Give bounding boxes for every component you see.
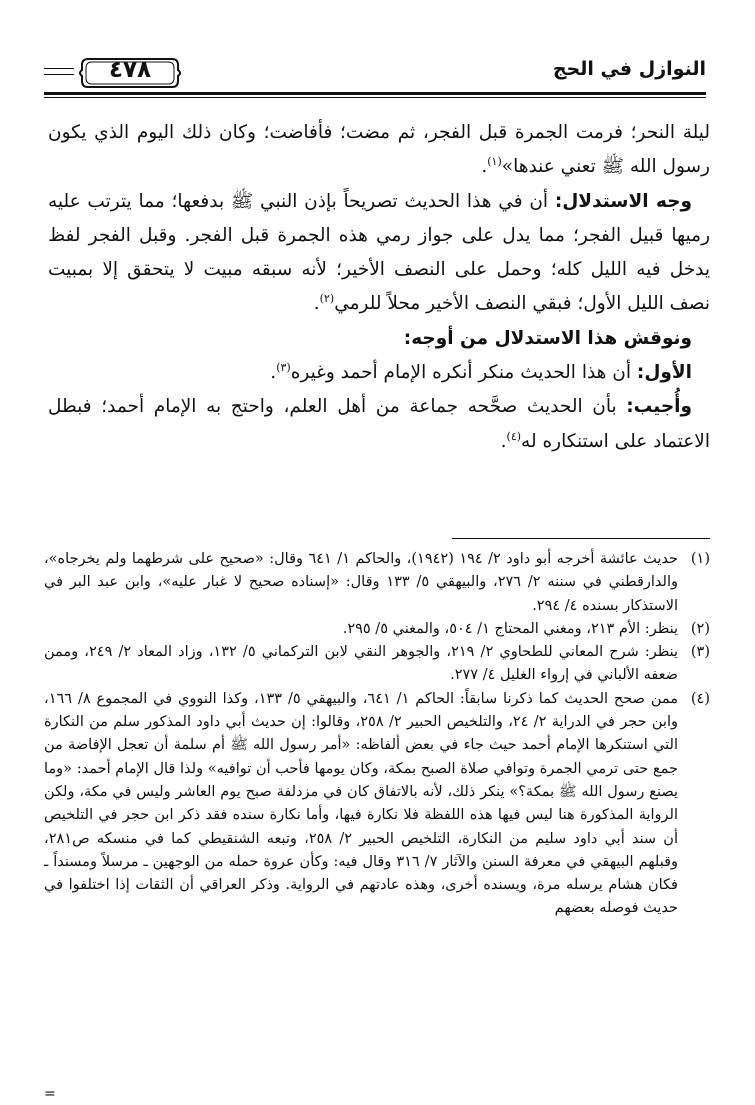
footnote-text: ينظر: شرح المعاني للطحاوي ٢/ ٢١٩، والجوهر النقي لابن التركماني ٥/ ١٣٢، وزاد المعاد ٢/ ٢٤٩، وممن ضعفه الألباني في إرواء الغليل ٤/ ٢٧٧. bbox=[44, 644, 679, 684]
footnote-text: ممن صحح الحديث كما ذكرنا سابقاً: الحاكم ١/ ٦٤١، والبيهقي ٥/ ١٣٣، وكذا النووي في المجموع ٨/ ١٦٦، وابن حجر في الدراية ٢/ ٢٤، والتلخيص الحبير ٢/ ٢٥٨، وقالوا: إن حديث أبي داود المذكور سلم من النكارة التي استنكرها الإمام أحمد حيث جاء في بعض ألفاظه: «أمر رسول الله ﷺ أم سلمة أن تعجل الإفاضة من جمع حتى ترمي الجمرة وتوافي صلاة الصبح بمكة، وكان يومها فأحب أن توافيه» ولذا قال الإمام أحمد: «وما يصنع رسول الله ﷺ بمكة؟» ينكر ذلك، لأنه بالاتفاق كان في مزدلفة صبح يوم العاشر وليس في مكة، ولكن الرواية المذكورة هنا ليس فيها هذه اللفظة فلا نكارة فيها، وأما نكارة سنده فقد ذكر ابن حجر في التلخيص أن سند أبي داود سليم من النكارة، التلخيص الحبير ٢/ ٢٥٨، وتبعه الشنقيطي كما في منسكه ص٢٨١، وقبلهم البيهقي في معرفة السنن والآثار ٧/ ٣١٦ وقال فيه: وكأن عروة حمله من الوجهين ـ مرسلاً ومسنداً ـ فكان هشام يرسله مرة، ويسنده أخرى، وهذه عادتهم في الرواية. وذكر العراقي أن الثقات إذا اختلفوا في حديث فوصله بعضهم bbox=[44, 690, 679, 917]
footnote-item bbox=[44, 688, 710, 921]
footnote-ref: (١) bbox=[487, 155, 502, 169]
section-heading: ونوقش هذا الاستدلال من أوجه: bbox=[403, 327, 692, 349]
page-number: ٤٧٨ bbox=[108, 57, 152, 83]
main-text bbox=[48, 116, 710, 459]
header-left-rule bbox=[44, 74, 74, 75]
header-rule-thin bbox=[44, 97, 706, 98]
paragraph: وأُجيب: بأن الحديث صحَّحه جماعة من أهل العلم، واحتج به الإمام أحمد؛ فبطل الاعتماد على استنكاره له$^{(٤)}$. bbox=[48, 396, 710, 452]
footnote-ref: (٢) bbox=[319, 292, 335, 306]
footnote-text: ينظر: الأم ٢١٣، ومغني المحتاج ١/ ٥٠٤، والمغني ٥/ ٢٩٥. bbox=[342, 620, 678, 637]
paragraph: ليلة النحر؛ فرمت الجمرة قبل الفجر، ثم مضت؛ فأفاضت؛ وكان ذلك اليوم الذي يكون رسول الله ﷺ تعني عندها»$^{(١)}$. bbox=[48, 122, 710, 178]
footnote-separator bbox=[452, 538, 710, 539]
paragraph-label: الأول: bbox=[636, 362, 692, 384]
paragraph: الأول: أن هذا الحديث منكر أنكره الإمام أحمد وغيره$^{(٣)}$. bbox=[270, 360, 692, 384]
footnote-ref: (٣) bbox=[276, 360, 291, 374]
footnote-number: (١) bbox=[690, 551, 710, 567]
footnote-item bbox=[44, 618, 710, 641]
running-title: النوازل في الحج bbox=[552, 58, 706, 80]
footnotes bbox=[44, 548, 710, 921]
header-left-rule bbox=[44, 68, 74, 69]
footnote-number: (٣) bbox=[690, 644, 710, 661]
header-rule bbox=[44, 92, 706, 95]
page-header bbox=[44, 52, 706, 104]
footnote-text: حديث عائشة أخرجه أبو داود ٢/ ١٩٤ (١٩٤٢)، والحاكم ١/ ٦٤١ وقال: «صحيح على شرطهما ولم يخرجاه»، والدارقطني في سننه ٢/ ٢٧٦، والبيهقي ٥/ ١٣٣ وقال: «إسناده صحيح لا غبار عليه»، وابن عبد البر في الاستذكار بسنده ٤/ ٢٩٤. bbox=[44, 551, 678, 614]
footnote-item bbox=[44, 548, 710, 618]
footnote-item bbox=[44, 641, 710, 688]
page-number-ornament bbox=[78, 56, 182, 90]
footnote-number: (٤) bbox=[690, 690, 710, 707]
paragraph: وجه الاستدلال: أن في هذا الحديث تصريحاً بإذن النبي ﷺ بدفعها؛ مما يترتب عليه رميها قبيل الفجر؛ مما يدل على جواز رمي هذه الجمرة قبل الفجر. وقبل الفجر لفظ يدخل فيه الليل كله؛ وحمل على النصف الأخير؛ لأنه سبقه مبيت لا يتحقق إلا بمبيت نصف الليل الأول؛ فبقي النصف الأخير محلاً للرمي$^{(٢)}$. bbox=[48, 190, 710, 315]
continuation-mark: = bbox=[44, 1086, 56, 1102]
footnote-ref: (٤) bbox=[506, 429, 522, 443]
footnote-number: (٢) bbox=[690, 620, 710, 637]
paragraph-label: وأُجيب: bbox=[626, 396, 692, 418]
paragraph-label: وجه الاستدلال: bbox=[554, 190, 692, 212]
